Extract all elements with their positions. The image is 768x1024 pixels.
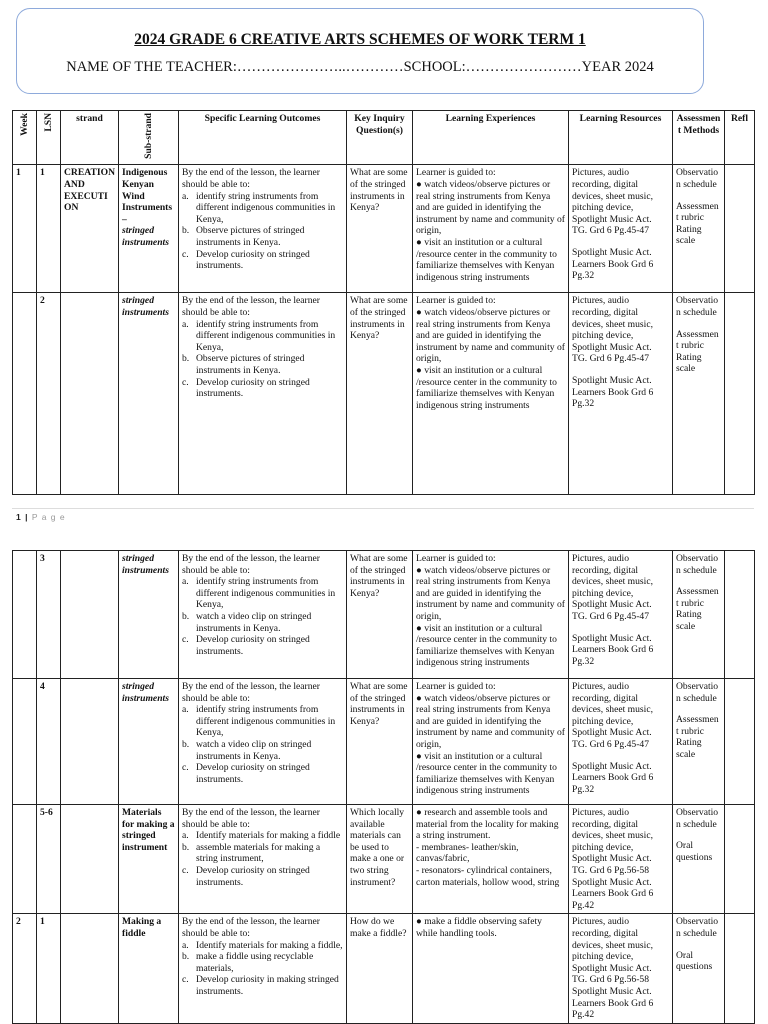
outcomes-intro: By the end of the lesson, the learner should be able to: bbox=[182, 295, 320, 319]
outcomes-cell bbox=[179, 293, 347, 495]
substrand-title: Indigenous Kenyan Wind Instruments – bbox=[122, 167, 173, 225]
outcomes-cell bbox=[179, 914, 347, 1023]
outcomes-list bbox=[182, 319, 343, 400]
experience-line: ● visit an institution or a cultural /resource center in the community to familiarize themselves with Kenyan indigenous string instruments bbox=[416, 237, 557, 283]
strand-cell bbox=[61, 805, 119, 914]
assessment-cell bbox=[673, 551, 725, 679]
outcomes-cell bbox=[179, 805, 347, 914]
substrand-title: Making a fiddle bbox=[122, 916, 162, 939]
outcome-item bbox=[182, 353, 343, 376]
resources-cell bbox=[569, 805, 673, 914]
table-row bbox=[13, 679, 755, 805]
outcome-marker: c. bbox=[182, 974, 189, 986]
substrand-cell bbox=[119, 165, 179, 293]
resources-cell bbox=[569, 679, 673, 805]
lsn-cell: 5-6 bbox=[37, 805, 61, 914]
experiences-cell bbox=[413, 805, 569, 914]
outcome-text: identify string instruments from different indigenous communities in Kenya, bbox=[196, 576, 336, 611]
outcome-text: Develop curiosity on stringed instruments. bbox=[196, 248, 310, 272]
outcome-marker: b. bbox=[182, 353, 190, 365]
spacer bbox=[572, 751, 669, 761]
col-substrand: Sub-strand bbox=[119, 111, 179, 165]
assessment-line: Observation schedule bbox=[676, 167, 719, 191]
spacer bbox=[572, 365, 669, 375]
substrand-subtitle: stringed instruments bbox=[122, 681, 169, 704]
outcome-marker: c. bbox=[182, 248, 189, 260]
substrand-title: Materials for making a stringed instrument bbox=[122, 807, 175, 853]
page-number: 1 | bbox=[16, 512, 29, 522]
col-resources: Learning Resources bbox=[569, 111, 673, 165]
table-row bbox=[13, 551, 755, 679]
resource-line: Spotlight Music Act. Learners Book Grd 6 Pg.32 bbox=[572, 247, 654, 282]
substrand-cell bbox=[119, 293, 179, 495]
experience-line: ● watch videos/observe pictures or real string instruments from Kenya and are guided in identifying the instrument by name and community of origin, bbox=[416, 564, 565, 622]
outcome-marker: a. bbox=[182, 318, 189, 330]
outcomes-intro: By the end of the lesson, the learner should be able to: bbox=[182, 553, 320, 576]
outcome-item bbox=[182, 940, 343, 952]
experience-line: ● watch videos/observe pictures or real string instruments from Kenya and are guided in identifying the instrument by name and community of origin, bbox=[416, 692, 565, 750]
spacer bbox=[676, 319, 721, 329]
experiences-cell bbox=[413, 914, 569, 1023]
outcome-item bbox=[182, 865, 343, 888]
spacer bbox=[572, 237, 669, 247]
week-cell bbox=[13, 805, 37, 914]
substrand-cell bbox=[119, 551, 179, 679]
outcomes-list bbox=[182, 940, 343, 998]
lsn-cell: 2 bbox=[37, 293, 61, 495]
experience-line: Learner is guided to: bbox=[416, 167, 496, 179]
strand-cell bbox=[61, 914, 119, 1023]
outcome-item bbox=[182, 611, 343, 634]
experience-line: ● watch videos/observe pictures or real string instruments from Kenya and are guided in identifying the instrument by name and community of origin, bbox=[416, 179, 565, 237]
inquiry-cell: What are some of the stringed instruments in Kenya? bbox=[347, 679, 413, 805]
outcome-marker: b. bbox=[182, 841, 190, 853]
page-word: P a g e bbox=[31, 512, 66, 522]
outcome-text: assemble materials for making a string instrument, bbox=[196, 841, 321, 865]
substrand-cell bbox=[119, 679, 179, 805]
resource-line: Spotlight Music Act. Learners Book Grd 6 Pg.32 bbox=[572, 632, 654, 667]
outcome-marker: c. bbox=[182, 376, 189, 388]
outcome-item bbox=[182, 842, 343, 865]
outcome-text: Develop curiosity on stringed instruments. bbox=[196, 634, 310, 657]
inquiry-cell: What are some of the stringed instruments in Kenya? bbox=[347, 165, 413, 293]
resource-line: Pictures, audio recording, digital devices, sheet music, pitching device, Spotlight Music Act. TG. Grd 6 Pg.45-47 bbox=[572, 167, 653, 237]
reflection-cell bbox=[725, 165, 755, 293]
scheme-table-page-2 bbox=[12, 550, 755, 1024]
assessment-line: Assessment rubric Rating scale bbox=[676, 586, 719, 632]
outcome-text: make a fiddle using recyclable materials, bbox=[196, 951, 314, 974]
spacer bbox=[676, 830, 721, 840]
week-cell: 1 bbox=[13, 165, 37, 293]
substrand-subtitle: stringed instruments bbox=[122, 225, 169, 249]
assessment-line: Observation schedule bbox=[676, 681, 719, 704]
outcome-marker: b. bbox=[182, 738, 190, 750]
outcome-item bbox=[182, 634, 343, 657]
resource-line: Pictures, audio recording, digital devices, sheet music, pitching device, Spotlight Music Act. TG. Grd 6 Pg.45-47 bbox=[572, 295, 653, 365]
experiences-cell bbox=[413, 165, 569, 293]
experience-line: ● visit an institution or a cultural /resource center in the community to familiarize themselves with Kenyan indigenous string instruments bbox=[416, 622, 557, 669]
outcome-item bbox=[182, 191, 343, 226]
page-footer bbox=[16, 512, 66, 522]
substrand-subtitle: stringed instruments bbox=[122, 295, 169, 319]
assessment-line: Assessment rubric Rating scale bbox=[676, 714, 719, 760]
spacer bbox=[676, 704, 721, 714]
outcomes-list bbox=[182, 576, 343, 657]
outcomes-cell bbox=[179, 679, 347, 805]
outcome-text: identify string instruments from different indigenous communities in Kenya, bbox=[196, 190, 336, 225]
experience-line: ● research and assemble tools and material from the locality for making a string instrument. bbox=[416, 807, 559, 842]
experience-line: - membranes- leather/skin, canvas/fabric, bbox=[416, 841, 519, 865]
col-outcomes: Specific Learning Outcomes bbox=[179, 111, 347, 165]
outcome-item bbox=[182, 974, 343, 997]
week-cell bbox=[13, 679, 37, 805]
teacher-school-line: NAME OF THE TEACHER:…………………..…………SCHOOL:……………………YEAR 2024 bbox=[66, 59, 654, 75]
substrand-cell bbox=[119, 805, 179, 914]
lsn-cell: 4 bbox=[37, 679, 61, 805]
outcome-item bbox=[182, 762, 343, 785]
strand-cell: CREATION AND EXECUTION bbox=[61, 165, 119, 293]
footer-divider bbox=[12, 508, 754, 509]
resource-line: Pictures, audio recording, digital devices, sheet music, pitching device, Spotlight Music Act. TG. Grd 6 Pg.56-58 Spotlight Music Act. Learners Book Grd 6 Pg.42 bbox=[572, 916, 654, 1021]
resources-cell bbox=[569, 914, 673, 1023]
resources-cell bbox=[569, 165, 673, 293]
outcome-marker: a. bbox=[182, 830, 189, 842]
spacer bbox=[676, 191, 721, 201]
spacer bbox=[572, 623, 669, 633]
outcome-marker: a. bbox=[182, 190, 189, 202]
outcome-marker: a. bbox=[182, 939, 189, 951]
outcomes-cell bbox=[179, 551, 347, 679]
experiences-cell bbox=[413, 293, 569, 495]
experience-line: Learner is guided to: bbox=[416, 681, 496, 692]
assessment-line: Observation schedule bbox=[676, 553, 719, 576]
outcome-marker: c. bbox=[182, 634, 189, 646]
assessment-cell bbox=[673, 914, 725, 1023]
resource-line: Pictures, audio recording, digital devices, sheet music, pitching device, Spotlight Music Act. TG. Grd 6 Pg.45-47 bbox=[572, 681, 653, 750]
col-experiences: Learning Experiences bbox=[413, 111, 569, 165]
outcome-text: identify string instruments from different indigenous communities in Kenya, bbox=[196, 318, 336, 353]
outcome-item bbox=[182, 249, 343, 272]
outcome-marker: a. bbox=[182, 704, 189, 716]
outcome-text: Identify materials for making a fiddle, bbox=[196, 939, 343, 951]
scheme-table-page-1 bbox=[12, 110, 755, 495]
reflection-cell bbox=[725, 293, 755, 495]
outcomes-list bbox=[182, 704, 343, 785]
experience-line: - resonators- cylindrical containers, carton materials, hollow wood, string bbox=[416, 864, 560, 888]
experience-line: Learner is guided to: bbox=[416, 295, 496, 307]
week-cell: 2 bbox=[13, 914, 37, 1023]
strand-cell bbox=[61, 293, 119, 495]
lsn-cell: 3 bbox=[37, 551, 61, 679]
outcome-item bbox=[182, 377, 343, 400]
outcome-text: Develop curiosity on stringed instruments. bbox=[196, 376, 310, 400]
experience-line: ● make a fiddle observing safety while handling tools. bbox=[416, 916, 542, 939]
outcomes-intro: By the end of the lesson, the learner should be able to: bbox=[182, 681, 320, 704]
outcome-item bbox=[182, 319, 343, 354]
outcomes-list bbox=[182, 191, 343, 272]
outcome-item bbox=[182, 830, 343, 842]
resource-line: Spotlight Music Act. Learners Book Grd 6 Pg.32 bbox=[572, 375, 654, 410]
outcome-marker: b. bbox=[182, 225, 190, 237]
strand-cell bbox=[61, 679, 119, 805]
assessment-line: Assessment rubric Rating scale bbox=[676, 200, 719, 247]
week-cell bbox=[13, 551, 37, 679]
outcome-marker: c. bbox=[182, 762, 189, 774]
inquiry-cell: What are some of the stringed instruments in Kenya? bbox=[347, 293, 413, 495]
lsn-cell: 1 bbox=[37, 165, 61, 293]
spacer bbox=[676, 940, 721, 950]
spacer bbox=[676, 576, 721, 586]
outcome-item bbox=[182, 739, 343, 762]
outcome-text: Develop curiosity on stringed instruments. bbox=[196, 864, 310, 888]
outcome-item bbox=[182, 704, 343, 739]
assessment-line: Observation schedule bbox=[676, 807, 719, 830]
strand-cell bbox=[61, 551, 119, 679]
assessment-line: Oral questions bbox=[676, 840, 713, 863]
outcome-text: Observe pictures of stringed instruments in Kenya. bbox=[196, 225, 305, 249]
col-strand: strand bbox=[61, 111, 119, 165]
document-title: 2024 GRADE 6 CREATIVE ARTS SCHEMES OF WORK TERM 1 bbox=[134, 31, 586, 48]
col-inquiry: Key Inquiry Question(s) bbox=[347, 111, 413, 165]
substrand-subtitle: stringed instruments bbox=[122, 553, 169, 576]
outcomes-intro: By the end of the lesson, the learner should be able to: bbox=[182, 167, 320, 191]
resource-line: Pictures, audio recording, digital devices, sheet music, pitching device, Spotlight Music Act. TG. Grd 6 Pg.56-58 Spotlight Music Act. Learners Book Grd 6 Pg.42 bbox=[572, 807, 654, 911]
table-row bbox=[13, 914, 755, 1023]
outcome-marker: b. bbox=[182, 610, 190, 622]
experiences-cell bbox=[413, 679, 569, 805]
experience-line: Learner is guided to: bbox=[416, 553, 496, 564]
reflection-cell bbox=[725, 551, 755, 679]
inquiry-cell: How do we make a fiddle? bbox=[347, 914, 413, 1023]
assessment-line: Observation schedule bbox=[676, 916, 719, 939]
outcomes-intro: By the end of the lesson, the learner should be able to: bbox=[182, 916, 320, 939]
inquiry-cell: Which locally available materials can be used to make a one or two string instrument? bbox=[347, 805, 413, 914]
resources-cell bbox=[569, 551, 673, 679]
reflection-cell bbox=[725, 914, 755, 1023]
experience-line: ● visit an institution or a cultural /resource center in the community to familiarize themselves with Kenyan indigenous string instruments bbox=[416, 365, 557, 411]
outcome-marker: a. bbox=[182, 576, 189, 588]
assessment-cell bbox=[673, 165, 725, 293]
resource-line: Spotlight Music Act. Learners Book Grd 6 Pg.32 bbox=[572, 760, 654, 795]
outcome-text: Identify materials for making a fiddle bbox=[196, 830, 341, 842]
outcome-text: Develop curiosity on stringed instruments. bbox=[196, 762, 310, 785]
experience-line: ● watch videos/observe pictures or real string instruments from Kenya and are guided in identifying the instrument by name and community of origin, bbox=[416, 307, 565, 365]
outcome-text: Develop curiosity in making stringed instruments. bbox=[196, 974, 339, 997]
table-row bbox=[13, 165, 755, 293]
outcome-text: watch a video clip on stringed instruments in Kenya. bbox=[196, 738, 312, 762]
col-assessment: Assessment Methods bbox=[673, 111, 725, 165]
table-row bbox=[13, 805, 755, 914]
table-row bbox=[13, 293, 755, 495]
reflection-cell bbox=[725, 679, 755, 805]
outcome-text: Observe pictures of stringed instruments in Kenya. bbox=[196, 353, 305, 377]
resource-line: Pictures, audio recording, digital devices, sheet music, pitching device, Spotlight Music Act. TG. Grd 6 Pg.45-47 bbox=[572, 553, 653, 622]
inquiry-cell: What are some of the stringed instruments in Kenya? bbox=[347, 551, 413, 679]
assessment-cell bbox=[673, 679, 725, 805]
week-cell bbox=[13, 293, 37, 495]
outcome-text: identify string instruments from different indigenous communities in Kenya, bbox=[196, 704, 336, 739]
outcomes-intro: By the end of the lesson, the learner should be able to: bbox=[182, 807, 320, 830]
assessment-line: Oral questions bbox=[676, 949, 713, 973]
outcomes-list bbox=[182, 830, 343, 888]
experiences-cell bbox=[413, 551, 569, 679]
outcome-item bbox=[182, 951, 343, 974]
lsn-cell: 1 bbox=[37, 914, 61, 1023]
outcome-marker: c. bbox=[182, 864, 189, 876]
col-lsn: LSN bbox=[37, 111, 61, 165]
experience-line: ● visit an institution or a cultural /resource center in the community to familiarize themselves with Kenyan indigenous string instruments bbox=[416, 750, 557, 797]
col-week: Week bbox=[13, 111, 37, 165]
assessment-line: Assessment rubric Rating scale bbox=[676, 328, 719, 375]
reflection-cell bbox=[725, 805, 755, 914]
outcome-marker: b. bbox=[182, 951, 190, 963]
assessment-line: Observation schedule bbox=[676, 295, 719, 319]
outcome-text: watch a video clip on stringed instruments in Kenya. bbox=[196, 610, 312, 634]
substrand-cell bbox=[119, 914, 179, 1023]
outcome-item bbox=[182, 225, 343, 248]
col-reflection: Refl bbox=[725, 111, 755, 165]
outcome-item bbox=[182, 576, 343, 611]
assessment-cell bbox=[673, 293, 725, 495]
outcomes-cell bbox=[179, 165, 347, 293]
document-header bbox=[16, 8, 704, 94]
assessment-cell bbox=[673, 805, 725, 914]
resources-cell bbox=[569, 293, 673, 495]
